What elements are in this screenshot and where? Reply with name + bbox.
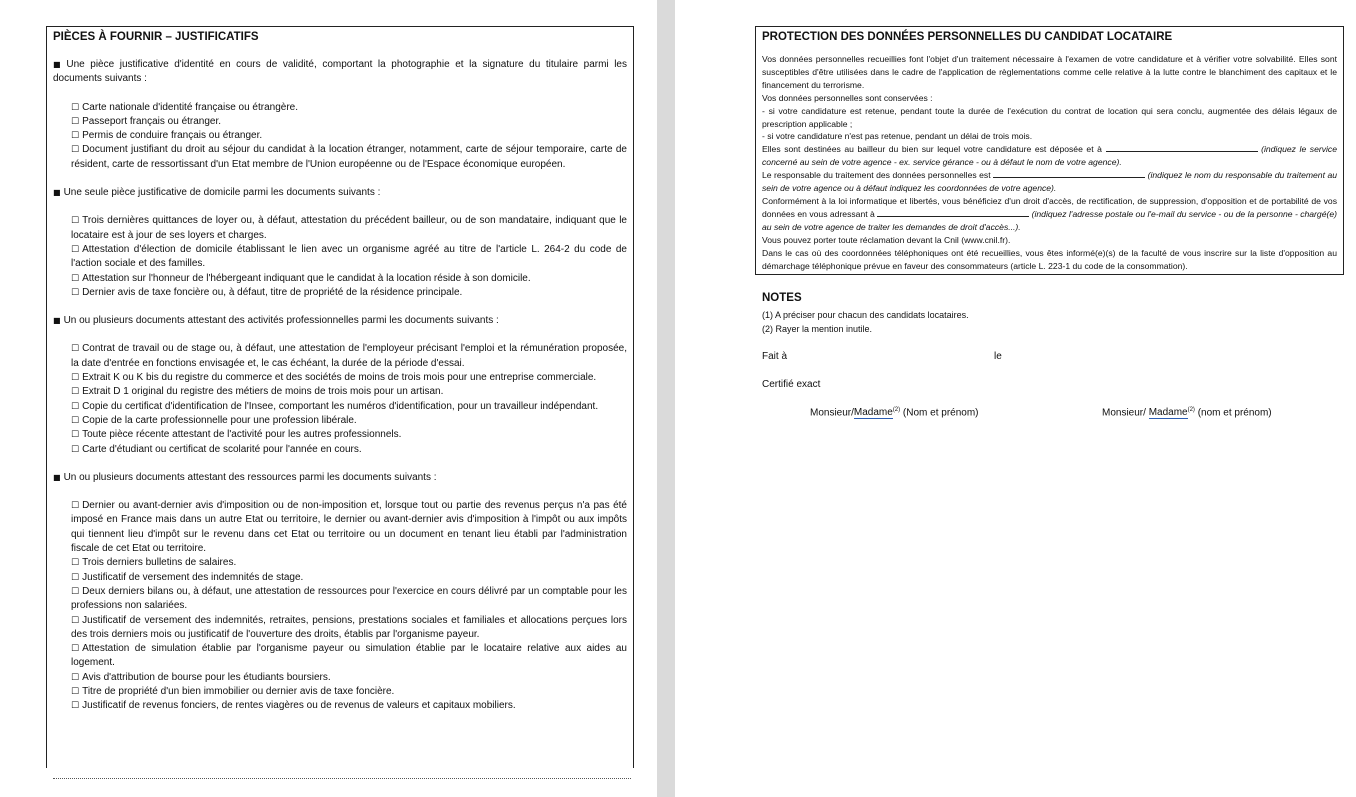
list-item-text: Attestation d'élection de domicile établissant le lien avec un organisme agréé au titre de l'article L. 264-2 du code de l'action sociale et des familles. (71, 243, 627, 270)
list-item (71, 671, 627, 685)
bullet-square-icon: ■ (53, 60, 64, 69)
paragraph (762, 195, 1337, 234)
note-2: (2) Rayer la mention inutile. (762, 324, 873, 334)
fill-blank-line[interactable] (993, 169, 1145, 178)
checkbox-icon[interactable]: ☐ (71, 501, 80, 512)
checkbox-icon[interactable]: ☐ (71, 116, 80, 127)
checkbox-icon[interactable]: ☐ (71, 672, 80, 683)
list-item-text: Extrait K ou K bis du registre du commerce et des sociétés de moins de trois mois pour une entreprise commerciale. (82, 372, 597, 384)
checkbox-icon[interactable]: ☐ (71, 615, 80, 626)
signature-label-1 (810, 407, 979, 418)
checkbox-icon[interactable]: ☐ (71, 273, 80, 284)
text: (nom et prénom) (1194, 407, 1272, 419)
list-item-text: Attestation sur l'honneur de l'hébergeant indiquant que le candidat à la location réside à son domicile. (82, 272, 531, 284)
checkbox-icon[interactable]: ☐ (71, 216, 80, 227)
list-item (71, 556, 627, 570)
list-item-text: Extrait D 1 original du registre des métiers de moins de trois mois pour un artisan. (82, 386, 444, 398)
list-item-text: Justificatif de versement des indemnités de stage. (82, 571, 304, 583)
text: Monsieur/ (810, 407, 854, 419)
document-page-right (675, 0, 1356, 797)
text: (Nom et prénom) (900, 407, 979, 419)
checkbox-icon[interactable]: ☐ (71, 430, 80, 441)
fill-blank-line[interactable] (1106, 143, 1258, 152)
paragraph (762, 169, 1337, 195)
madame-text: Madame (1148, 407, 1188, 419)
list-item (71, 243, 627, 272)
checkbox-icon[interactable]: ☐ (71, 102, 80, 113)
list-item (71, 614, 627, 643)
checkbox-icon[interactable]: ☐ (71, 401, 80, 412)
list-item (71, 400, 627, 414)
bullet-square-icon: ■ (53, 316, 61, 326)
checkbox-icon[interactable]: ☐ (71, 145, 80, 156)
paragraph: Vos données personnelles sont conservées : (762, 92, 933, 103)
list-item (71, 286, 627, 300)
certifie-exact-label: Certifié exact (762, 379, 821, 390)
notes-title: NOTES (762, 292, 802, 304)
page-end-dotted-line (53, 778, 631, 779)
list-item (71, 685, 627, 699)
list-item-text: Toute pièce récente attestant de l'activité pour les autres professionnels. (82, 429, 402, 441)
list-item-text: Copie de la carte professionnelle pour une profession libérale. (82, 414, 357, 426)
section-intro (53, 58, 627, 87)
text: Le responsable du traitement des données personnelles est (762, 170, 991, 181)
checkbox-icon[interactable]: ☐ (71, 387, 80, 398)
checkbox-icon[interactable]: ☐ (71, 244, 80, 255)
data-protection-text (762, 53, 1337, 272)
document-list (71, 214, 627, 300)
checkbox-icon[interactable]: ☐ (71, 287, 80, 298)
le-label: le (994, 351, 1002, 362)
section-title: PROTECTION DES DONNÉES PERSONNELLES DU CANDIDAT LOCATAIRE (762, 31, 1173, 43)
section-intro (53, 314, 627, 328)
section-title: PIÈCES À FOURNIR – JUSTIFICATIFS (53, 31, 259, 43)
instruction-text: (indiquez le service concerné au sein de votre agence - ex. service gérance - ou à défaut le nom de votre agence). (762, 144, 1338, 168)
list-item-text: Deux derniers bilans ou, à défaut, une attestation de ressources pour l'exercice en cours délivré par un comptable pour les professions non salariées. (71, 585, 627, 612)
document-list (71, 499, 627, 713)
intro-text: Un ou plusieurs documents attestant des ressources parmi les documents suivants : (63, 471, 437, 483)
checkbox-icon[interactable]: ☐ (71, 586, 80, 597)
checkbox-icon[interactable]: ☐ (71, 686, 80, 697)
text: Monsieur/ (1102, 407, 1149, 419)
checkbox-icon[interactable]: ☐ (71, 558, 80, 569)
list-item-text: Passeport français ou étranger. (82, 115, 222, 127)
section-intro (53, 186, 627, 200)
list-item (71, 428, 627, 442)
madame-text: Madame (853, 407, 893, 419)
instruction-text: (indiquez l'adresse postale ou l'e-mail du service - ou de la personne - chargé(e) au sein de votre agence de traiter les demandes de droit d'accès...). (762, 208, 1337, 232)
list-item (71, 214, 627, 243)
instruction-text: (indiquez le nom du responsable du traitement au sein de votre agence ou à défaut indiquez les coordonnées de votre agence). (762, 170, 1338, 194)
list-item-text: Justificatif de versement des indemnités, retraites, pensions, prestations sociales et familiales et allocations perçues lors des trois derniers mois ou justificatif de l'ouverture des droits, établis par l'organisme payeur. (71, 614, 627, 640)
intro-text: Une seule pièce justificative de domicile parmi les documents suivants : (63, 187, 381, 199)
list-item (71, 385, 627, 399)
list-item (71, 414, 627, 428)
text: Elles sont destinées au bailleur du bien sur lequel votre candidature est déposée et à (762, 144, 1102, 155)
list-item-text: Dernier avis de taxe foncière ou, à défaut, titre de propriété de la résidence principale. (82, 286, 463, 298)
list-item (71, 342, 627, 371)
paragraph: - si votre candidature est retenue, pendant toute la durée de l'exécution du contrat de location qui sera conclu, augmentée des délais légaux de prescription applicable ; (762, 105, 1337, 129)
list-item-text: Justificatif de revenus fonciers, de rentes viagères ou de revenus de valeurs et capitaux mobiliers. (82, 700, 516, 712)
note-1: (1) A préciser pour chacun des candidats locataires. (762, 310, 969, 320)
checkbox-icon[interactable]: ☐ (71, 572, 80, 583)
list-item (71, 371, 627, 385)
list-item (71, 129, 627, 143)
paragraph: Dans le cas où des coordonnées téléphoniques ont été recueillies, vous êtes informé(e)(s) de la faculté de vous inscrire sur la liste d'opposition au démarchage téléphonique prévue en faveur des consommateurs (article L. 223-1 du code de la consommation). (762, 247, 1337, 271)
list-item (71, 499, 627, 556)
document-list (71, 342, 627, 456)
list-item (71, 443, 627, 457)
paragraph (762, 143, 1337, 169)
fait-a-label: Fait à (762, 351, 788, 362)
list-item-text: Carte nationale d'identité française ou étrangère. (82, 101, 299, 113)
list-item-text: Avis d'attribution de bourse pour les étudiants boursiers. (82, 671, 331, 683)
fill-blank-line[interactable] (877, 208, 1029, 217)
list-item-text: Document justifiant du droit au séjour du candidat à la location étranger, notamment, carte de séjour temporaire, carte de résident, carte de ressortissant d'un Etat membre de l'Union européenne ou de l'Espace économique européen. (71, 144, 627, 170)
paragraph: - si votre candidature n'est pas retenue, pendant un délai de trois mois. (762, 131, 1033, 142)
checkbox-icon[interactable]: ☐ (71, 131, 80, 142)
sections-container (53, 58, 627, 714)
intro-text: Une pièce justificative d'identité en cours de validité, comportant la photographie et la signature du titulaire parmi les documents suivants : (53, 59, 627, 85)
signature-label-2 (1102, 407, 1272, 418)
list-item (71, 101, 627, 115)
list-item (71, 585, 627, 614)
intro-text: Un ou plusieurs documents attestant des activités professionnelles parmi les documents suivants : (63, 315, 499, 327)
list-item-text: Dernier ou avant-dernier avis d'imposition ou de non-imposition et, lorsque tout ou partie des revenus perçus n'a pas été imposé en France mais dans un autre Etat ou territoire, le dernier ou avant-dernier avis d'imposition à l'impôt ou aux impôts qui tiennent lieu d'impôt sur le revenu dans cet Etat ou territoire ou un document en tenant lieu établi par l'administration fiscale de cet Etat ou territoire. (71, 500, 627, 555)
list-item (71, 642, 627, 671)
list-item-text: Contrat de travail ou de stage ou, à défaut, une attestation de l'employeur précisant l'emploi et la rémunération proposée, la date d'entrée en fonctions envisagée et, le cas échéant, la durée de la période d'essai. (71, 343, 627, 369)
checkbox-icon[interactable]: ☐ (71, 415, 80, 426)
checkbox-icon[interactable]: ☐ (71, 373, 80, 384)
list-item (71, 272, 627, 286)
page-gutter (657, 0, 675, 797)
bullet-square-icon: ■ (53, 472, 61, 482)
data-protection-box (755, 26, 1344, 275)
checkbox-icon[interactable]: ☐ (71, 344, 80, 355)
list-item (71, 571, 627, 585)
checkbox-icon[interactable]: ☐ (71, 701, 80, 712)
document-list (71, 101, 627, 172)
list-item-text: Carte d'étudiant ou certificat de scolarité pour l'année en cours. (82, 443, 362, 455)
footnote-ref: (2) (892, 407, 901, 413)
text: Conformément à la loi informatique et libertés, vous bénéficiez d'un droit d'accès, de rectification, de suppression, d'opposition et de portabilité de vos données en vous adressant à (762, 195, 1337, 219)
list-item-text: Attestation de simulation établie par l'organisme payeur ou simulation établie par le locataire relative aux aides au logement. (71, 643, 627, 669)
pieces-a-fournir-box (46, 26, 634, 768)
section-intro (53, 471, 627, 485)
paragraph: Vos données personnelles recueillies font l'objet d'un traitement nécessaire à l'examen de votre candidature et à vérifier votre solvabilité. Elles sont susceptibles d'être utilisées dans le cadre de l'application de règlementations comme celle relative à la lutte contre le blanchiment des capitaux et le financement du terrorisme. (762, 54, 1337, 90)
list-item-text: Permis de conduire français ou étranger. (82, 130, 263, 142)
checkbox-icon[interactable]: ☐ (71, 444, 80, 455)
checkbox-icon[interactable]: ☐ (71, 644, 80, 655)
list-item-text: Trois dernières quittances de loyer ou, à défaut, attestation du précédent bailleur, ou de son mandataire, indiquant que le locataire est à jour de ses loyers et charges. (71, 215, 627, 241)
footnote-ref: (2) (1187, 407, 1195, 413)
list-item (71, 699, 627, 713)
bullet-square-icon: ■ (53, 188, 61, 198)
list-item (71, 115, 627, 129)
list-item-text: Copie du certificat d'identification de l'Insee, comportant les numéros d'identification, pour un travailleur indépendant. (82, 400, 599, 412)
paragraph: Vous pouvez porter toute réclamation devant la Cnil (www.cnil.fr). (762, 234, 1011, 245)
list-item-text: Titre de propriété d'un bien immobilier ou dernier avis de taxe foncière. (82, 685, 395, 697)
document-page-left (0, 0, 657, 797)
list-item (71, 143, 627, 172)
list-item-text: Trois derniers bulletins de salaires. (82, 557, 237, 569)
